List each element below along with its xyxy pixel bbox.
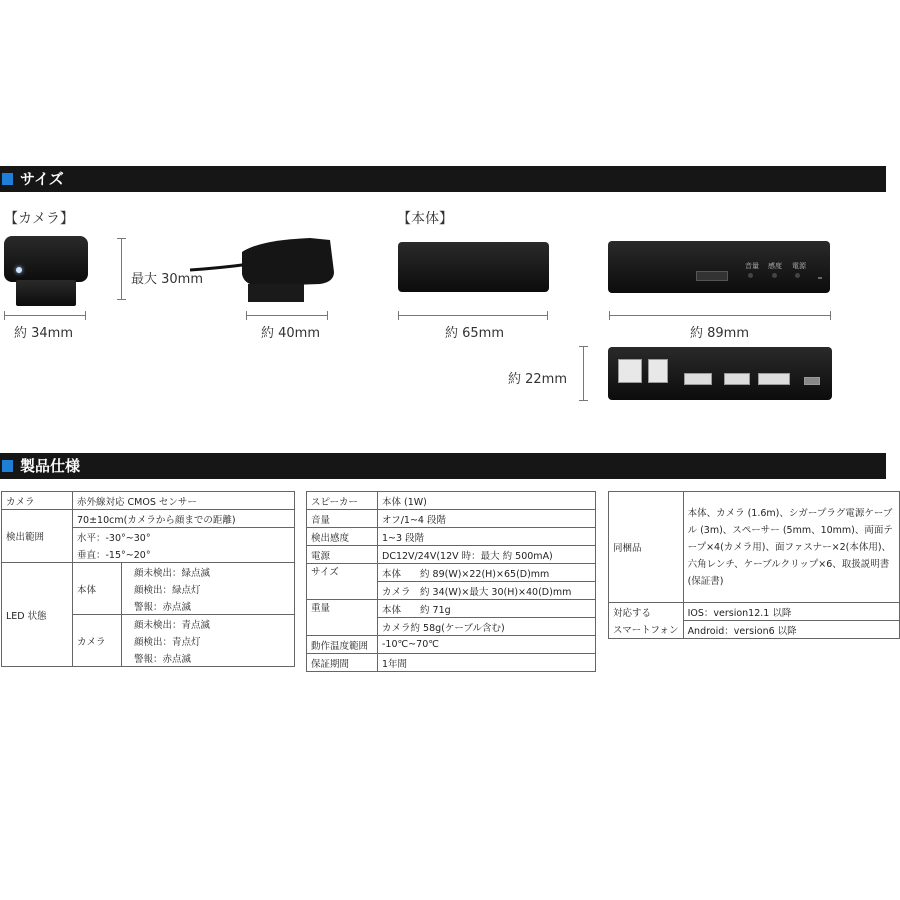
- warranty-value: 1年間: [378, 654, 596, 672]
- main-unit-height-dimension: [583, 346, 584, 401]
- body-led-value: 顔検出：緑点灯: [122, 580, 295, 597]
- temp-label: 動作温度範囲: [307, 636, 378, 654]
- phone-label-line2: スマートフォン: [609, 621, 684, 639]
- main-unit-heading: 【本体】: [397, 211, 453, 227]
- weight-label: 重量: [307, 600, 378, 636]
- camera-height-label: 最大 30mm: [131, 272, 204, 287]
- size-value: カメラ 約 34(W)×最大 30(H)×40(D)mm: [378, 582, 596, 600]
- size-section-title: サイズ: [20, 170, 64, 188]
- table-row: [307, 528, 596, 546]
- android-version: Android：version6 以降: [683, 621, 899, 639]
- cam-led-value: 顔未検出：青点滅: [122, 615, 295, 633]
- body-led-value: 警報：赤点滅: [122, 597, 295, 615]
- camera-label: カメラ: [2, 492, 73, 510]
- camera-width-label: 約 34mm: [14, 326, 74, 341]
- main-unit-side-image: [398, 242, 549, 292]
- main-unit-depth-dimension: [398, 315, 548, 316]
- spec-label: スピーカー: [307, 492, 378, 510]
- panel-label-volume: 音量: [745, 262, 759, 270]
- spec-value: 1~3 段階: [378, 528, 596, 546]
- spec-table-middle: [306, 491, 596, 672]
- table-row: [609, 621, 900, 639]
- accessories-label: 同梱品: [609, 492, 684, 603]
- warranty-label: 保証期間: [307, 654, 378, 672]
- table-row: [2, 510, 295, 528]
- table-row: [609, 492, 900, 603]
- table-row: [307, 510, 596, 528]
- main-unit-front-image: [608, 241, 830, 293]
- camera-depth-label: 約 40mm: [261, 326, 321, 341]
- camera-depth-dimension: [246, 315, 328, 316]
- section-marker-icon: [2, 173, 13, 185]
- spec-value: 本体 (1W): [378, 492, 596, 510]
- panel-label-sensitivity: 感度: [768, 262, 782, 270]
- weight-value: カメラ約 58g(ケーブル含む): [378, 618, 596, 636]
- table-row: [609, 603, 900, 621]
- size-section-header: [0, 166, 886, 192]
- section-marker-icon: [2, 460, 13, 472]
- camera-value: 赤外線対応 CMOS センサー: [73, 492, 295, 510]
- cam-label: カメラ: [73, 615, 122, 667]
- table-row: [307, 636, 596, 654]
- main-unit-width-dimension: [609, 315, 831, 316]
- spec-label: 検出感度: [307, 528, 378, 546]
- camera-side-image: [190, 234, 340, 314]
- spec-value: DC12V/24V(12V 時：最大 約 500mA): [378, 546, 596, 564]
- ios-version: IOS：version12.1 以降: [683, 603, 899, 621]
- cam-led-value: 顔検出：青点灯: [122, 632, 295, 649]
- body-label: 本体: [73, 563, 122, 615]
- body-led-value: 顔未検出：緑点滅: [122, 563, 295, 581]
- table-row: [307, 492, 596, 510]
- spec-section-header: [0, 453, 886, 479]
- camera-heading: 【カメラ】: [4, 211, 74, 227]
- spec-value: オフ/1~4 段階: [378, 510, 596, 528]
- camera-mount-image: [16, 280, 76, 306]
- table-row: [307, 600, 596, 618]
- table-row: [307, 564, 596, 582]
- spec-table-right: [608, 491, 900, 639]
- main-unit-height-label: 約 22mm: [508, 372, 568, 387]
- range-value: 水平：-30°~30°: [73, 528, 295, 546]
- main-unit-depth-label: 約 65mm: [445, 326, 505, 341]
- main-unit-width-label: 約 89mm: [690, 326, 750, 341]
- led-label: LED 状態: [2, 563, 73, 667]
- table-row: [2, 492, 295, 510]
- temp-value: -10℃~70℃: [378, 636, 596, 654]
- spec-table-left: [1, 491, 295, 667]
- size-label: サイズ: [307, 564, 378, 600]
- camera-front-image: [4, 236, 88, 282]
- range-label: 検出範囲: [2, 510, 73, 563]
- size-value: 本体 約 89(W)×22(H)×65(D)mm: [378, 564, 596, 582]
- table-row: [307, 654, 596, 672]
- spec-label: 電源: [307, 546, 378, 564]
- cam-led-value: 警報：赤点滅: [122, 649, 295, 667]
- phone-label-line1: 対応する: [609, 603, 684, 621]
- camera-width-dimension: [4, 315, 86, 316]
- range-value: 70±10cm(カメラから顔までの距離): [73, 510, 295, 528]
- spec-section-title: 製品仕様: [20, 457, 81, 475]
- table-row: [307, 546, 596, 564]
- camera-height-dimension: [121, 238, 122, 300]
- accessories-value: 本体、カメラ (1.6m)、シガープラグ電源ケーブル (3m)、スペーサー (5mm、10mm)、両面テープ×4(カメラ用)、面ファスナー×2(本体用)、六角レンチ、ケーブルクリップ×6、取扱説明書 (保証書): [683, 492, 899, 603]
- weight-value: 本体 約 71g: [378, 600, 596, 618]
- spec-label: 音量: [307, 510, 378, 528]
- table-row: [2, 563, 295, 581]
- range-value: 垂直：-15°~20°: [73, 545, 295, 563]
- panel-label-power: 電源: [792, 262, 806, 270]
- main-unit-back-image: [608, 347, 832, 400]
